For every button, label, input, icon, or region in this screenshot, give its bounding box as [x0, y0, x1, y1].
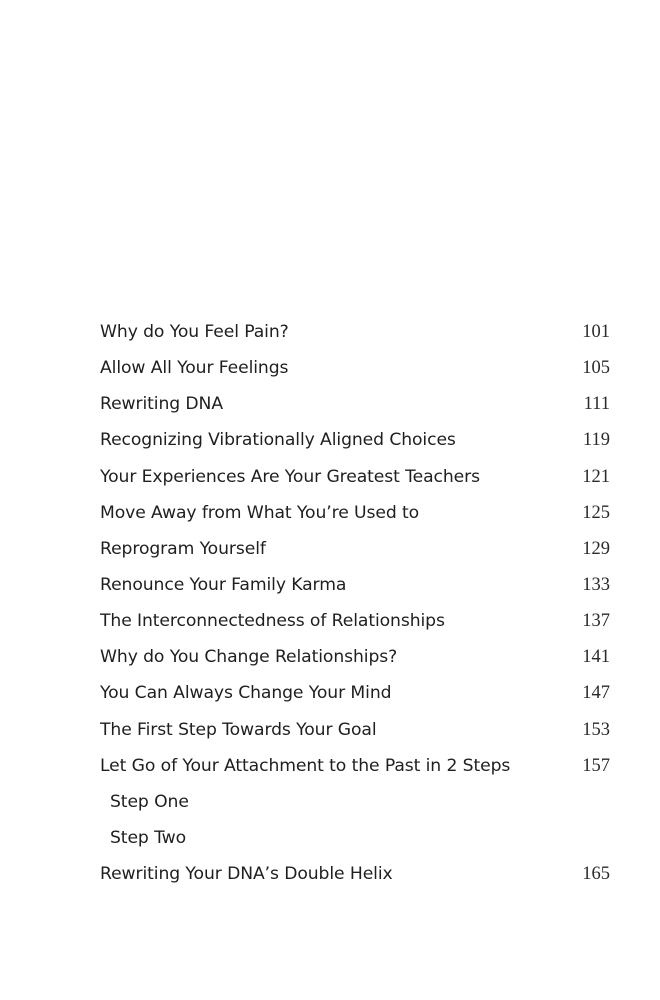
- toc-entry[interactable]: [100, 531, 610, 567]
- toc-entry-title: The Interconnectedness of Relationships: [100, 611, 445, 632]
- toc-entry-title: The First Step Towards Your Goal: [100, 719, 377, 740]
- toc-subentry[interactable]: [100, 784, 610, 820]
- toc-entry-title: You Can Always Change Your Mind: [100, 683, 392, 704]
- toc-entry-title: Reprogram Yourself: [100, 538, 266, 559]
- toc-entry-title: Move Away from What You’re Used to: [100, 502, 420, 523]
- toc-entry-title: Renounce Your Family Karma: [100, 574, 347, 595]
- toc-entry-page: 125: [582, 502, 610, 523]
- toc-entry[interactable]: [100, 386, 610, 422]
- toc-entry-page: 101: [582, 322, 610, 342]
- toc-entry-title: Why do You Feel Pain?: [100, 322, 289, 342]
- toc-entry-title: Your Experiences Are Your Greatest Teachers: [100, 466, 480, 487]
- toc-subentry[interactable]: [100, 820, 610, 856]
- toc-entry-page: 111: [583, 394, 610, 415]
- toc-entry[interactable]: [100, 675, 610, 711]
- toc-entry[interactable]: [100, 350, 610, 386]
- toc-entry-page: 153: [582, 719, 610, 740]
- toc-entry-page: 137: [582, 611, 610, 632]
- toc-entry-page: 133: [582, 574, 610, 595]
- toc-entry-page: 157: [582, 755, 610, 776]
- toc-entry[interactable]: [100, 422, 610, 458]
- toc-entry-title: Recognizing Vibrationally Aligned Choices: [100, 430, 456, 451]
- toc-entry[interactable]: [100, 314, 610, 350]
- toc-entry-page: 105: [582, 358, 610, 379]
- toc-entry-page: 165: [582, 864, 610, 885]
- toc-entry[interactable]: [100, 639, 610, 675]
- toc-entry-page: 129: [582, 538, 610, 559]
- toc-entry-page: 141: [582, 647, 610, 668]
- table-of-contents: [100, 314, 610, 892]
- toc-entry-title: Rewriting DNA: [100, 394, 223, 415]
- toc-entry[interactable]: [100, 459, 610, 495]
- toc-entry[interactable]: [100, 856, 610, 892]
- toc-entry-title: Rewriting Your DNA’s Double Helix: [100, 864, 393, 885]
- toc-entry-page: 147: [582, 683, 610, 704]
- toc-entry[interactable]: [100, 567, 610, 603]
- toc-entry-title: Let Go of Your Attachment to the Past in 2 Steps: [100, 755, 511, 776]
- toc-subentry-title: Step Two: [110, 827, 187, 848]
- toc-entry-title: Why do You Change Relationships?: [100, 647, 398, 668]
- toc-entry[interactable]: [100, 712, 610, 748]
- toc-entry[interactable]: [100, 748, 610, 784]
- toc-entry-page: 121: [582, 466, 610, 487]
- toc-entry-page: 119: [582, 430, 610, 451]
- toc-entry-title: Allow All Your Feelings: [100, 358, 289, 379]
- toc-subentry-title: Step One: [110, 791, 189, 812]
- toc-entry[interactable]: [100, 495, 610, 531]
- toc-entry[interactable]: [100, 603, 610, 639]
